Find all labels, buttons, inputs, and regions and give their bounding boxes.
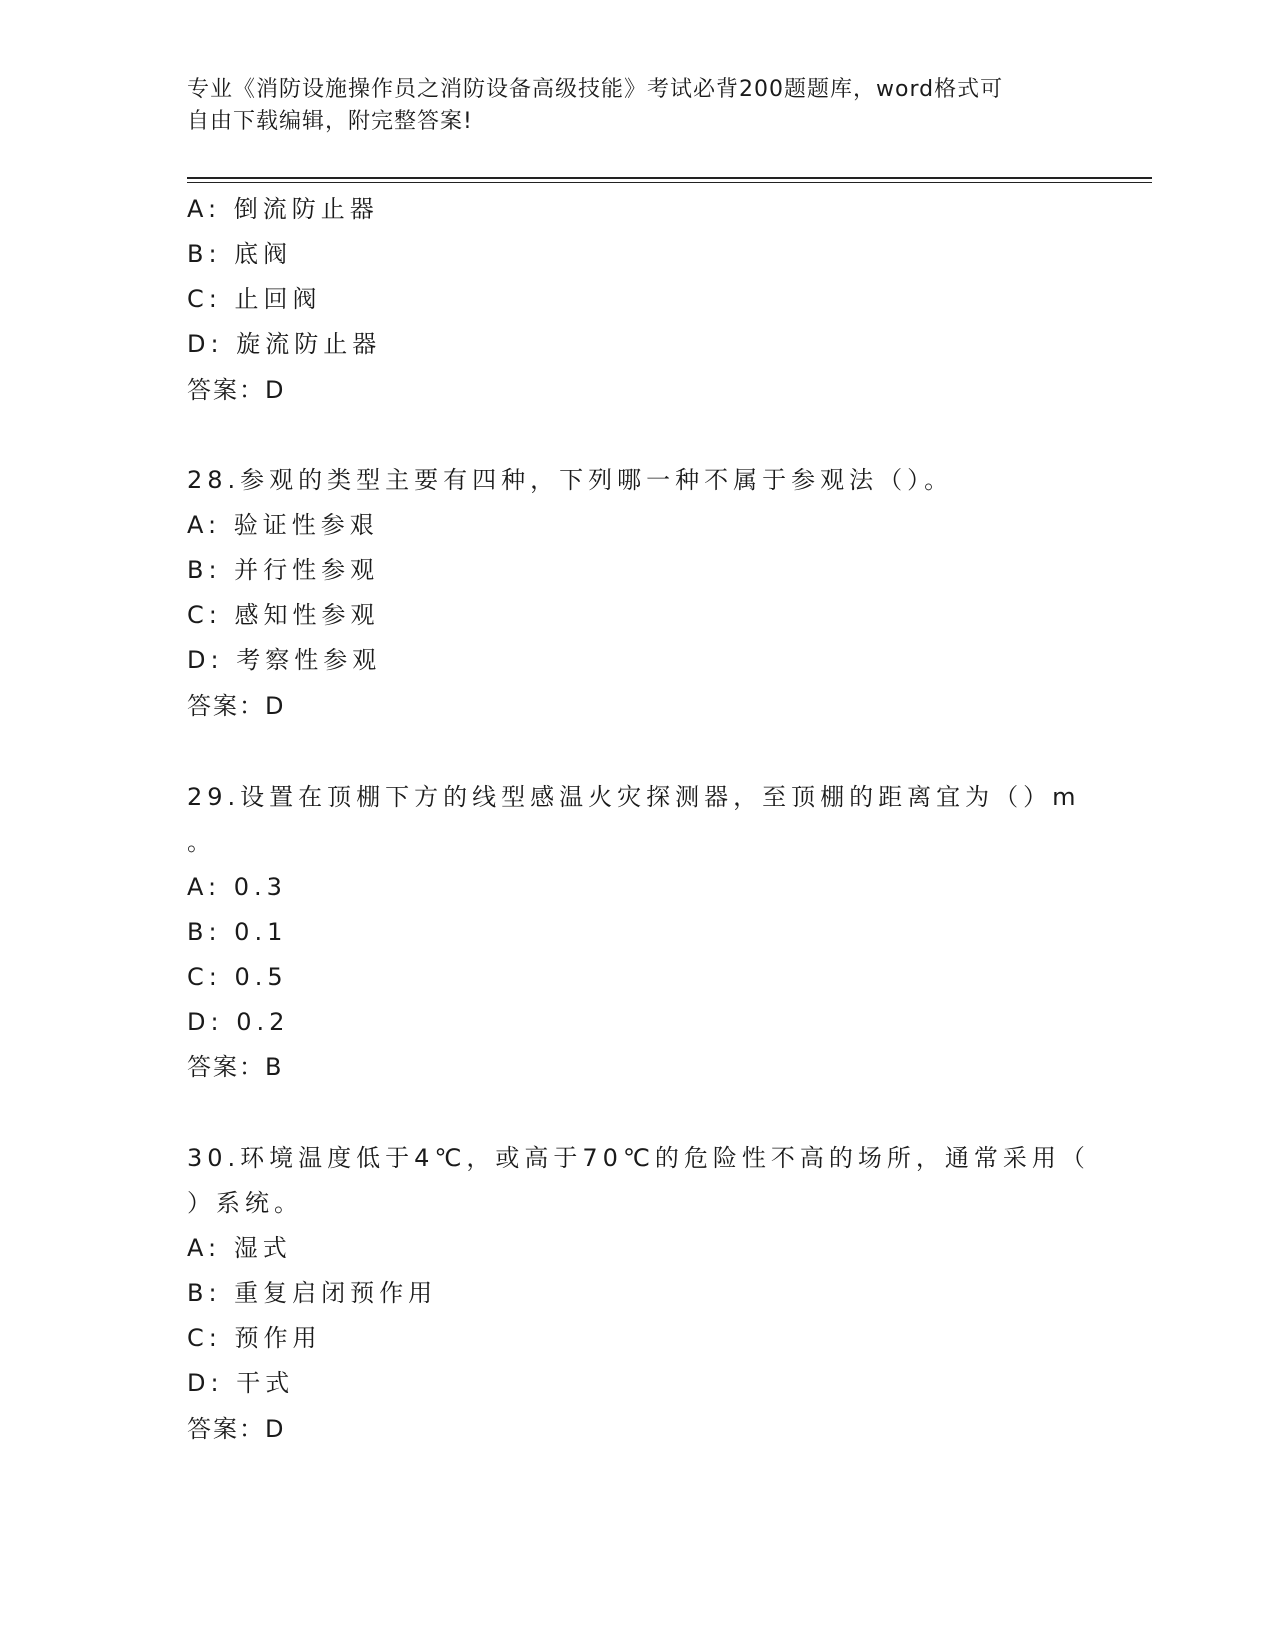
q28-option-c: C: 感知性参观 <box>187 601 380 629</box>
q28-option-b: B: 并行性参观 <box>187 556 380 584</box>
header-line-1: 专业《消防设施操作员之消防设备高级技能》考试必背200题题库，word格式可 <box>187 77 1004 102</box>
q29-question-line-1: 29.设置在顶棚下方的线型感温火灾探测器，至顶棚的距离宜为（）m <box>187 783 1081 811</box>
q30-option-d: D: 干式 <box>187 1369 295 1397</box>
q29-option-c: C: 0.5 <box>187 963 288 991</box>
q30-question-line-1: 30.环境温度低于4℃，或高于70℃的危险性不高的场所，通常采用（ <box>187 1144 1090 1172</box>
q30-option-a: A: 湿式 <box>187 1234 292 1262</box>
q29-question-line-2: 。 <box>187 828 216 856</box>
q30-option-c: C: 预作用 <box>187 1324 322 1352</box>
header-divider-thick <box>187 177 1152 179</box>
q30-question-line-2: ）系统。 <box>187 1189 303 1217</box>
q27-option-c: C: 止回阀 <box>187 285 322 313</box>
header-line-2: 自由下载编辑，附完整答案! <box>187 109 473 134</box>
q30-answer: 答案：D <box>187 1415 286 1443</box>
q28-option-a: A: 验证性参艰 <box>187 511 379 539</box>
q27-option-b: B: 底阀 <box>187 240 293 268</box>
q28-option-d: D: 考察性参观 <box>187 646 382 674</box>
q27-answer: 答案：D <box>187 376 286 404</box>
header-divider-thin <box>187 182 1152 183</box>
document-header <box>187 74 1087 138</box>
q27-option-a: A: 倒流防止器 <box>187 195 379 223</box>
q28-answer: 答案：D <box>187 692 286 720</box>
q29-option-a: A: 0.3 <box>187 873 287 901</box>
q27-option-d: D: 旋流防止器 <box>187 330 382 358</box>
q29-answer: 答案：B <box>187 1053 284 1081</box>
q29-option-d: D: 0.2 <box>187 1008 290 1036</box>
q28-question: 28.参观的类型主要有四种，下列哪一种不属于参观法（）。 <box>187 466 954 494</box>
q30-option-b: B: 重复启闭预作用 <box>187 1279 438 1307</box>
q29-option-b: B: 0.1 <box>187 918 288 946</box>
